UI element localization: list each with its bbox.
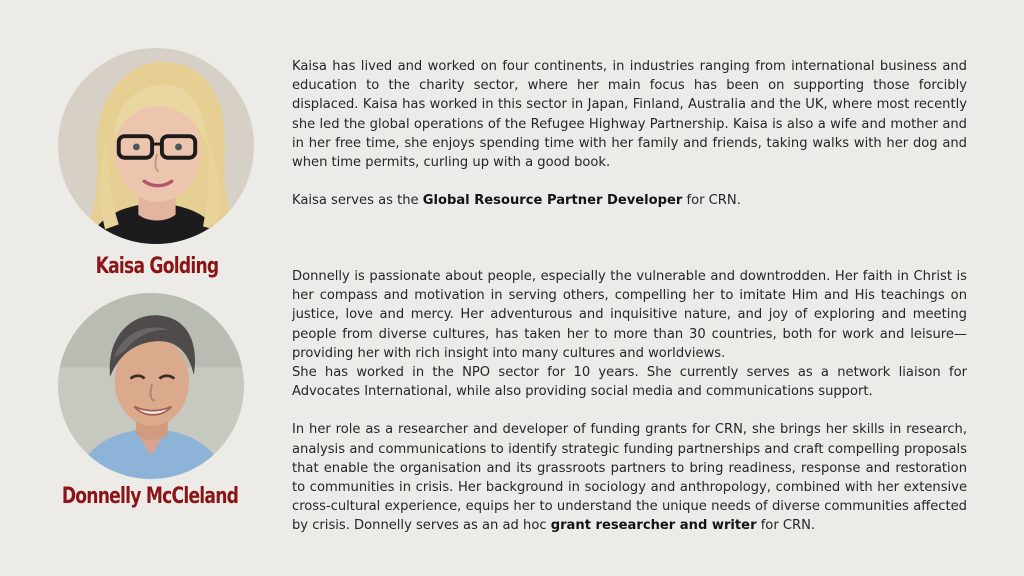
kaisa-portrait-photo: [58, 48, 254, 244]
kaisa-bio-paragraph: Kaisa has lived and worked on four continents, in industries ranging from international business and education to the charity sector, where her main focus has been on supporting those forcibly displaced. Kaisa has worked in this sector in Japan, Finland, Australia and the UK, where most recently she led the global operations of the Refugee Highway Partnership. Kaisa is also a wife and mother and in her free time, she enjoys spending time with her family and friends, taking walks with her dog and when time permits, curling up with a good book.: [292, 59, 967, 171]
donnelly-bio-paragraph: Donnelly is passionate about people, especially the vulnerable and downtrodden. Her faith in Christ is her compass and motivation in serving others, compelling her to imitate Him and His teachings on justice, love and mercy. Her adventurous and inquisitive nature, and joy of exploring and meeting people from diverse cultures, has taken her to more than 30 countries, both for work and leisure—providing her with rich insight into many cultures and worldviews.: [292, 269, 967, 361]
donnelly-role-title: grant researcher and writer: [550, 518, 757, 534]
donnelly-role-paragraph: [292, 420, 967, 535]
kaisa-portrait-illustration: [58, 48, 254, 244]
donnelly-name-heading: Donnelly McCleland: [61, 484, 239, 509]
donnelly-portrait-illustration: [58, 293, 244, 479]
donnelly-role-text: In her role as a researcher and developer of funding grants for CRN, she brings her skills in research, analysis and communications to identify strategic funding partnerships and craft compelling proposals that enable the organisation and its grassroots partners to bring readiness, response and restoration to communities in crisis. Her background in sociology and anthropology, combined with her extensive cross-cultural experience, equips her to understand the unique needs of diverse communities affected by crisis. Donnelly serves as an ad hoc: [292, 422, 967, 534]
donnelly-portrait-photo: [58, 293, 244, 479]
donnelly-role-suffix: for CRN.: [756, 518, 816, 534]
kaisa-role-title: Global Resource Partner Developer: [422, 193, 683, 209]
donnelly-bio-section: [292, 267, 967, 536]
kaisa-role-paragraph: [292, 191, 967, 210]
kaisa-role-suffix: for CRN.: [682, 193, 741, 209]
kaisa-name-heading: Kaisa Golding: [95, 254, 219, 279]
kaisa-bio-section: [292, 57, 967, 210]
donnelly-npo-paragraph: She has worked in the NPO sector for 10 years. She currently serves as a network liaison for Advocates International, while also providing social media and communications support.: [292, 365, 967, 400]
kaisa-role-prefix: Kaisa serves as the: [292, 193, 423, 209]
